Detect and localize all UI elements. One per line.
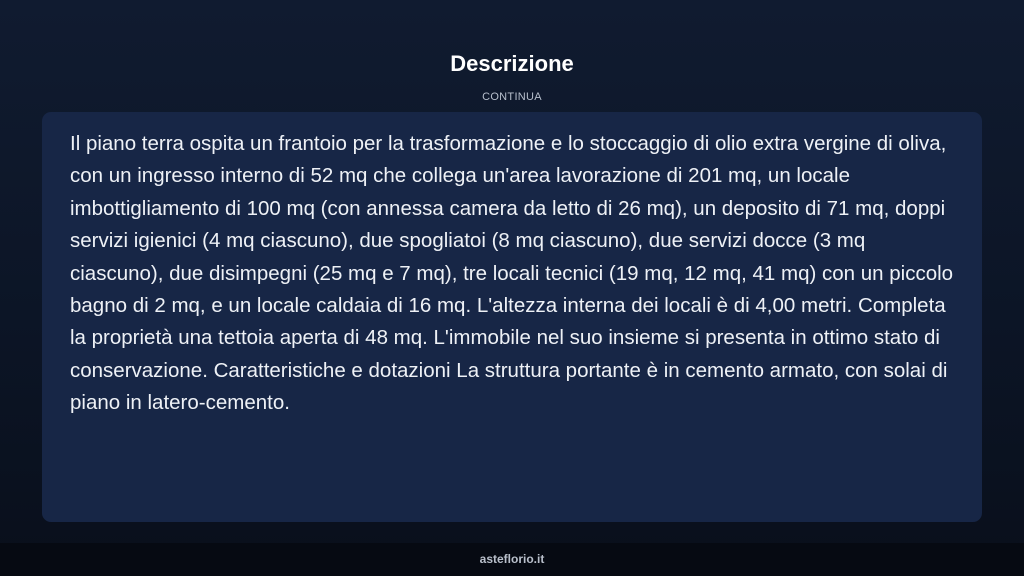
description-text: Il piano terra ospita un frantoio per la trasformazione e lo stoccaggio di olio extra vergine di oliva, con un ingresso interno di 52 mq che collega un'area lavorazione di 201 mq, un locale imbottigliamento di 100 mq (con annessa camera da letto di 26 mq), un deposito di 71 mq, doppi servizi igienici (4 mq ciascuno), due spogliatoi (8 mq ciascuno), due servizi docce (3 mq ciascuno), due disimpegni (25 mq e 7 mq), tre locali tecnici (19 mq, 12 mq, 41 mq) con un piccolo bagno di 2 mq, e un locale caldaia di 16 mq. L'altezza interna dei locali è di 4,00 metri. Completa la proprietà una tettoia aperta di 48 mq. L'immobile nel suo insieme si presenta in ottimo stato di conservazione. Caratteristiche e dotazioni La struttura portante è in cemento armato, con solai di piano in latero-cemento. [70,132,954,415]
page-title: Descrizione [450,51,574,76]
description-panel [42,112,982,522]
footer-bar [0,543,1024,576]
footer-site-name: asteflorio.it [479,552,545,566]
page-subtitle: CONTINUA [482,91,542,103]
